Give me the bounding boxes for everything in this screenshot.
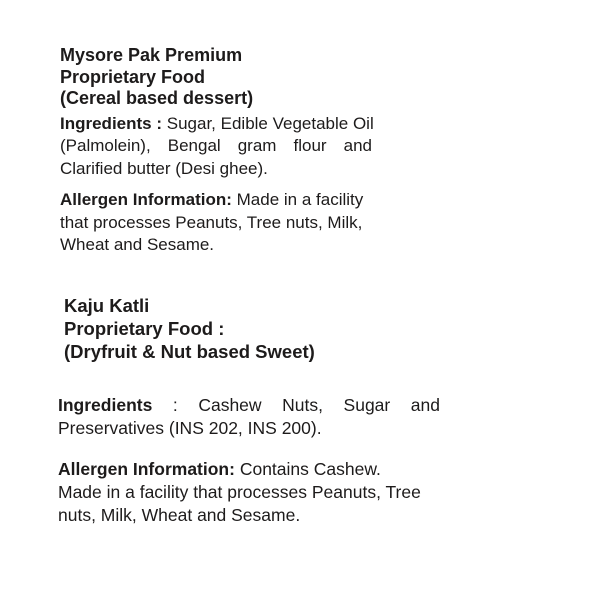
- product-mysore-pak: [60, 45, 372, 257]
- allergen-label: Allergen Information:: [58, 459, 235, 479]
- ingredients-label: Ingredients: [58, 395, 153, 415]
- product-title: Mysore Pak Premium: [60, 45, 243, 65]
- ingredients-paragraph: [60, 113, 372, 181]
- ingredients-line-1: [60, 113, 372, 136]
- allergen-line-2: Made in a facility that processes Peanuts, Tree: [58, 482, 421, 502]
- allergen-line-1: [58, 458, 440, 481]
- allergen-line-1-text: Made in a facility: [236, 190, 364, 209]
- ingredients-line-2: Preservatives (INS 202, INS 200).: [58, 418, 322, 438]
- ingredients-label: Ingredients :: [60, 113, 163, 133]
- ingredients-line-2: (Palmolein), Bengal gram flour and: [60, 136, 372, 155]
- product-type: Proprietary Food :: [64, 318, 225, 339]
- product-category: (Dryfruit & Nut based Sweet): [64, 341, 315, 362]
- ingredients-line-1-text: Sugar, Edible Vegetable Oil: [166, 113, 374, 133]
- allergen-paragraph: [60, 189, 372, 257]
- product-kaju-katli: [58, 294, 440, 527]
- ingredients-line-1-text: : Cashew Nuts, Sugar and: [172, 395, 440, 415]
- allergen-paragraph: [58, 458, 440, 527]
- ingredients-line-1: [58, 394, 440, 417]
- allergen-line-3: nuts, Milk, Wheat and Sesame.: [58, 505, 301, 525]
- allergen-label: Allergen Information:: [60, 190, 232, 209]
- allergen-line-2: that processes Peanuts, Tree nuts, Milk,: [60, 212, 363, 232]
- ingredients-line-3: Clarified butter (Desi ghee).: [60, 158, 268, 178]
- allergen-line-1: [60, 189, 372, 212]
- ingredients-paragraph: [58, 394, 440, 440]
- allergen-line-3: Wheat and Sesame.: [60, 235, 215, 254]
- product-type: Proprietary Food: [60, 66, 206, 87]
- product-title: Kaju Katli: [64, 295, 150, 316]
- product-category: (Cereal based dessert): [60, 88, 254, 108]
- allergen-line-1-text: Contains Cashew.: [239, 459, 381, 479]
